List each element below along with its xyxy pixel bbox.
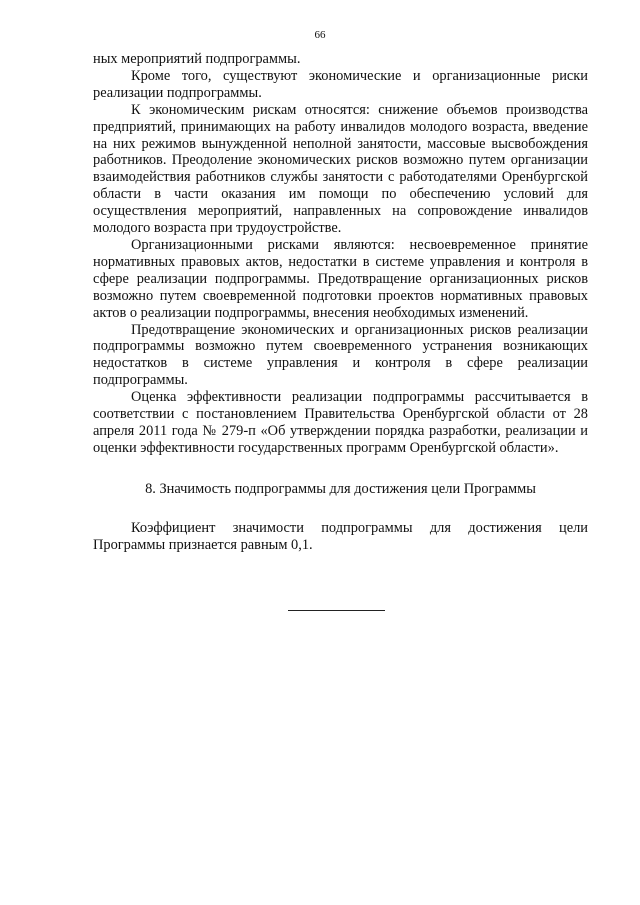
page-number: 66 [314,29,326,41]
document-body [93,51,588,553]
paragraph-economic-risks: К экономическим рискам относятся: снижение объемов производства предприятий, принимающих на работу инвалидов молодого возраста, введение на них режимов вынужденной неполной занятости, массовые высвобождения работников. Преодоление экономических рисков возможно путем организации взаимодействия работников службы занятости с работодателями Оренбургской области в части оказания им помощи по обеспечению условий для осуществления мероприятий, направленных на сопровождение инвалидов молодого возраста при трудоустройстве. [93,101,588,237]
end-divider [288,610,385,611]
paragraph-risks-intro: Кроме того, существуют экономические и организационные риски реализации подпрограммы. [93,67,588,101]
paragraph-efficiency-evaluation: Оценка эффективности реализации подпрограммы рассчитывается в соответствии с постановлением Правительства Оренбургской области от 28 апреля 2011 года № 279-п «Об утверждении порядка разработки, реализации и оценки эффективности государственных программ Оренбургской области». [93,389,588,456]
paragraph-risk-prevention: Предотвращение экономических и организационных рисков реализации подпрограммы возможно путем своевременного устранения возникающих недостатков в системе управления и контроля в сфере реализации подпрограммы. [93,321,588,389]
paragraph-organizational-risks: Организационными рисками являются: несвоевременное принятие нормативных правовых актов, недостатки в системе управления и контроля в сфере реализации подпрограммы. Предотвращение организационных рисков возможно путем своевременной подготовки проектов нормативных правовых актов о реализации подпрограммы, внесения необходимых изменений. [93,236,588,321]
paragraph-continuation: ных мероприятий подпрограммы. [93,51,301,67]
section-heading: 8. Значимость подпрограммы для достижения цели Программы [145,480,536,497]
paragraph-significance-coefficient: Коэффициент значимости подпрограммы для достижения цели Программы признается равным 0,1. [93,519,588,553]
